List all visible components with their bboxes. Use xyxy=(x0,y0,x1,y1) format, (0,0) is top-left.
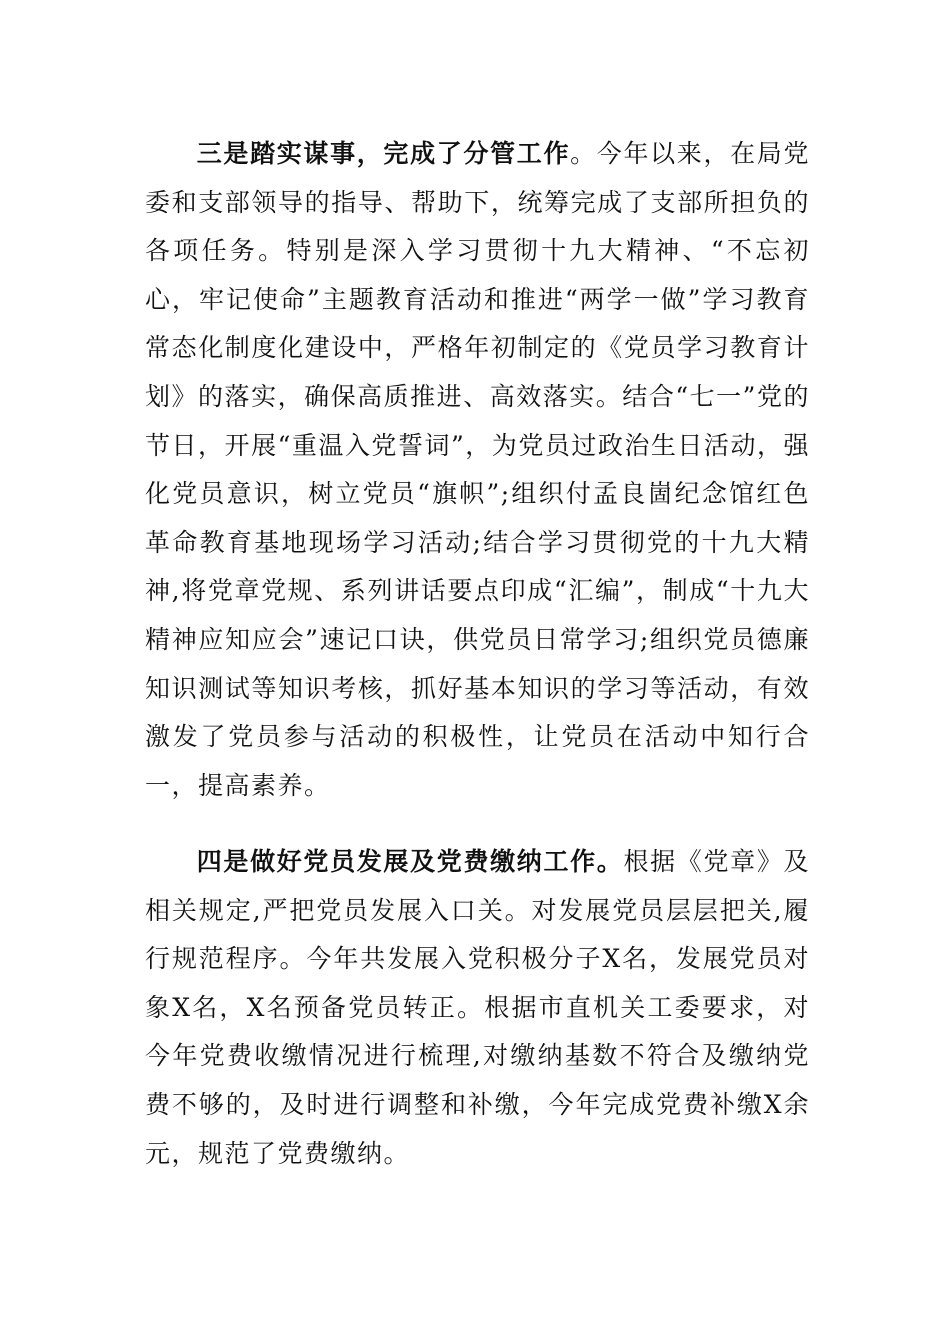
paragraph-four xyxy=(145,838,810,1178)
paragraph-four-body: 根据《党章》及相关规定,严把党员发展入口关。对发展党员层层把关,履行规范程序。今年共发展入党积极分子X名，发展党员对象X名，X名预备党员转正。根据市直机关工委要求，对今年党费收缴情况进行梳理,对缴纳基数不符合及缴纳党费不够的，及时进行调整和补缴，今年完成党费补缴X余元，规范了党费缴纳。 xyxy=(145,847,810,1168)
paragraph-three xyxy=(145,130,810,810)
paragraph-three-body: 。今年以来，在局党委和支部领导的指导、帮助下，统筹完成了支部所担负的各项任务。特别是深入学习贯彻十九大精神、“不忘初心，牢记使命”主题教育活动和推进“两学一做”学习教育常态化制度化建设中，严格年初制定的《党员学习教育计划》的落实，确保高质推进、高效落实。结合“七一”党的节日，开展“重温入党誓词”，为党员过政治生日活动，强化党员意识，树立党员“旗帜”;组织付孟良崮纪念馆红色革命教育基地现场学习活动;结合学习贯彻党的十九大精神,将党章党规、系列讲话要点印成“汇编”，制成“十九大精神应知应会”速记口诀，供党员日常学习;组织党员德廉知识测试等知识考核，抓好基本知识的学习等活动，有效激发了党员参与活动的积极性，让党员在活动中知行合一，提高素养。 xyxy=(145,139,810,800)
paragraph-four-heading: 四是做好党员发展及党费缴纳工作。 xyxy=(196,847,624,876)
paragraph-three-heading: 三是踏实谋事，完成了分管工作 xyxy=(196,139,571,168)
